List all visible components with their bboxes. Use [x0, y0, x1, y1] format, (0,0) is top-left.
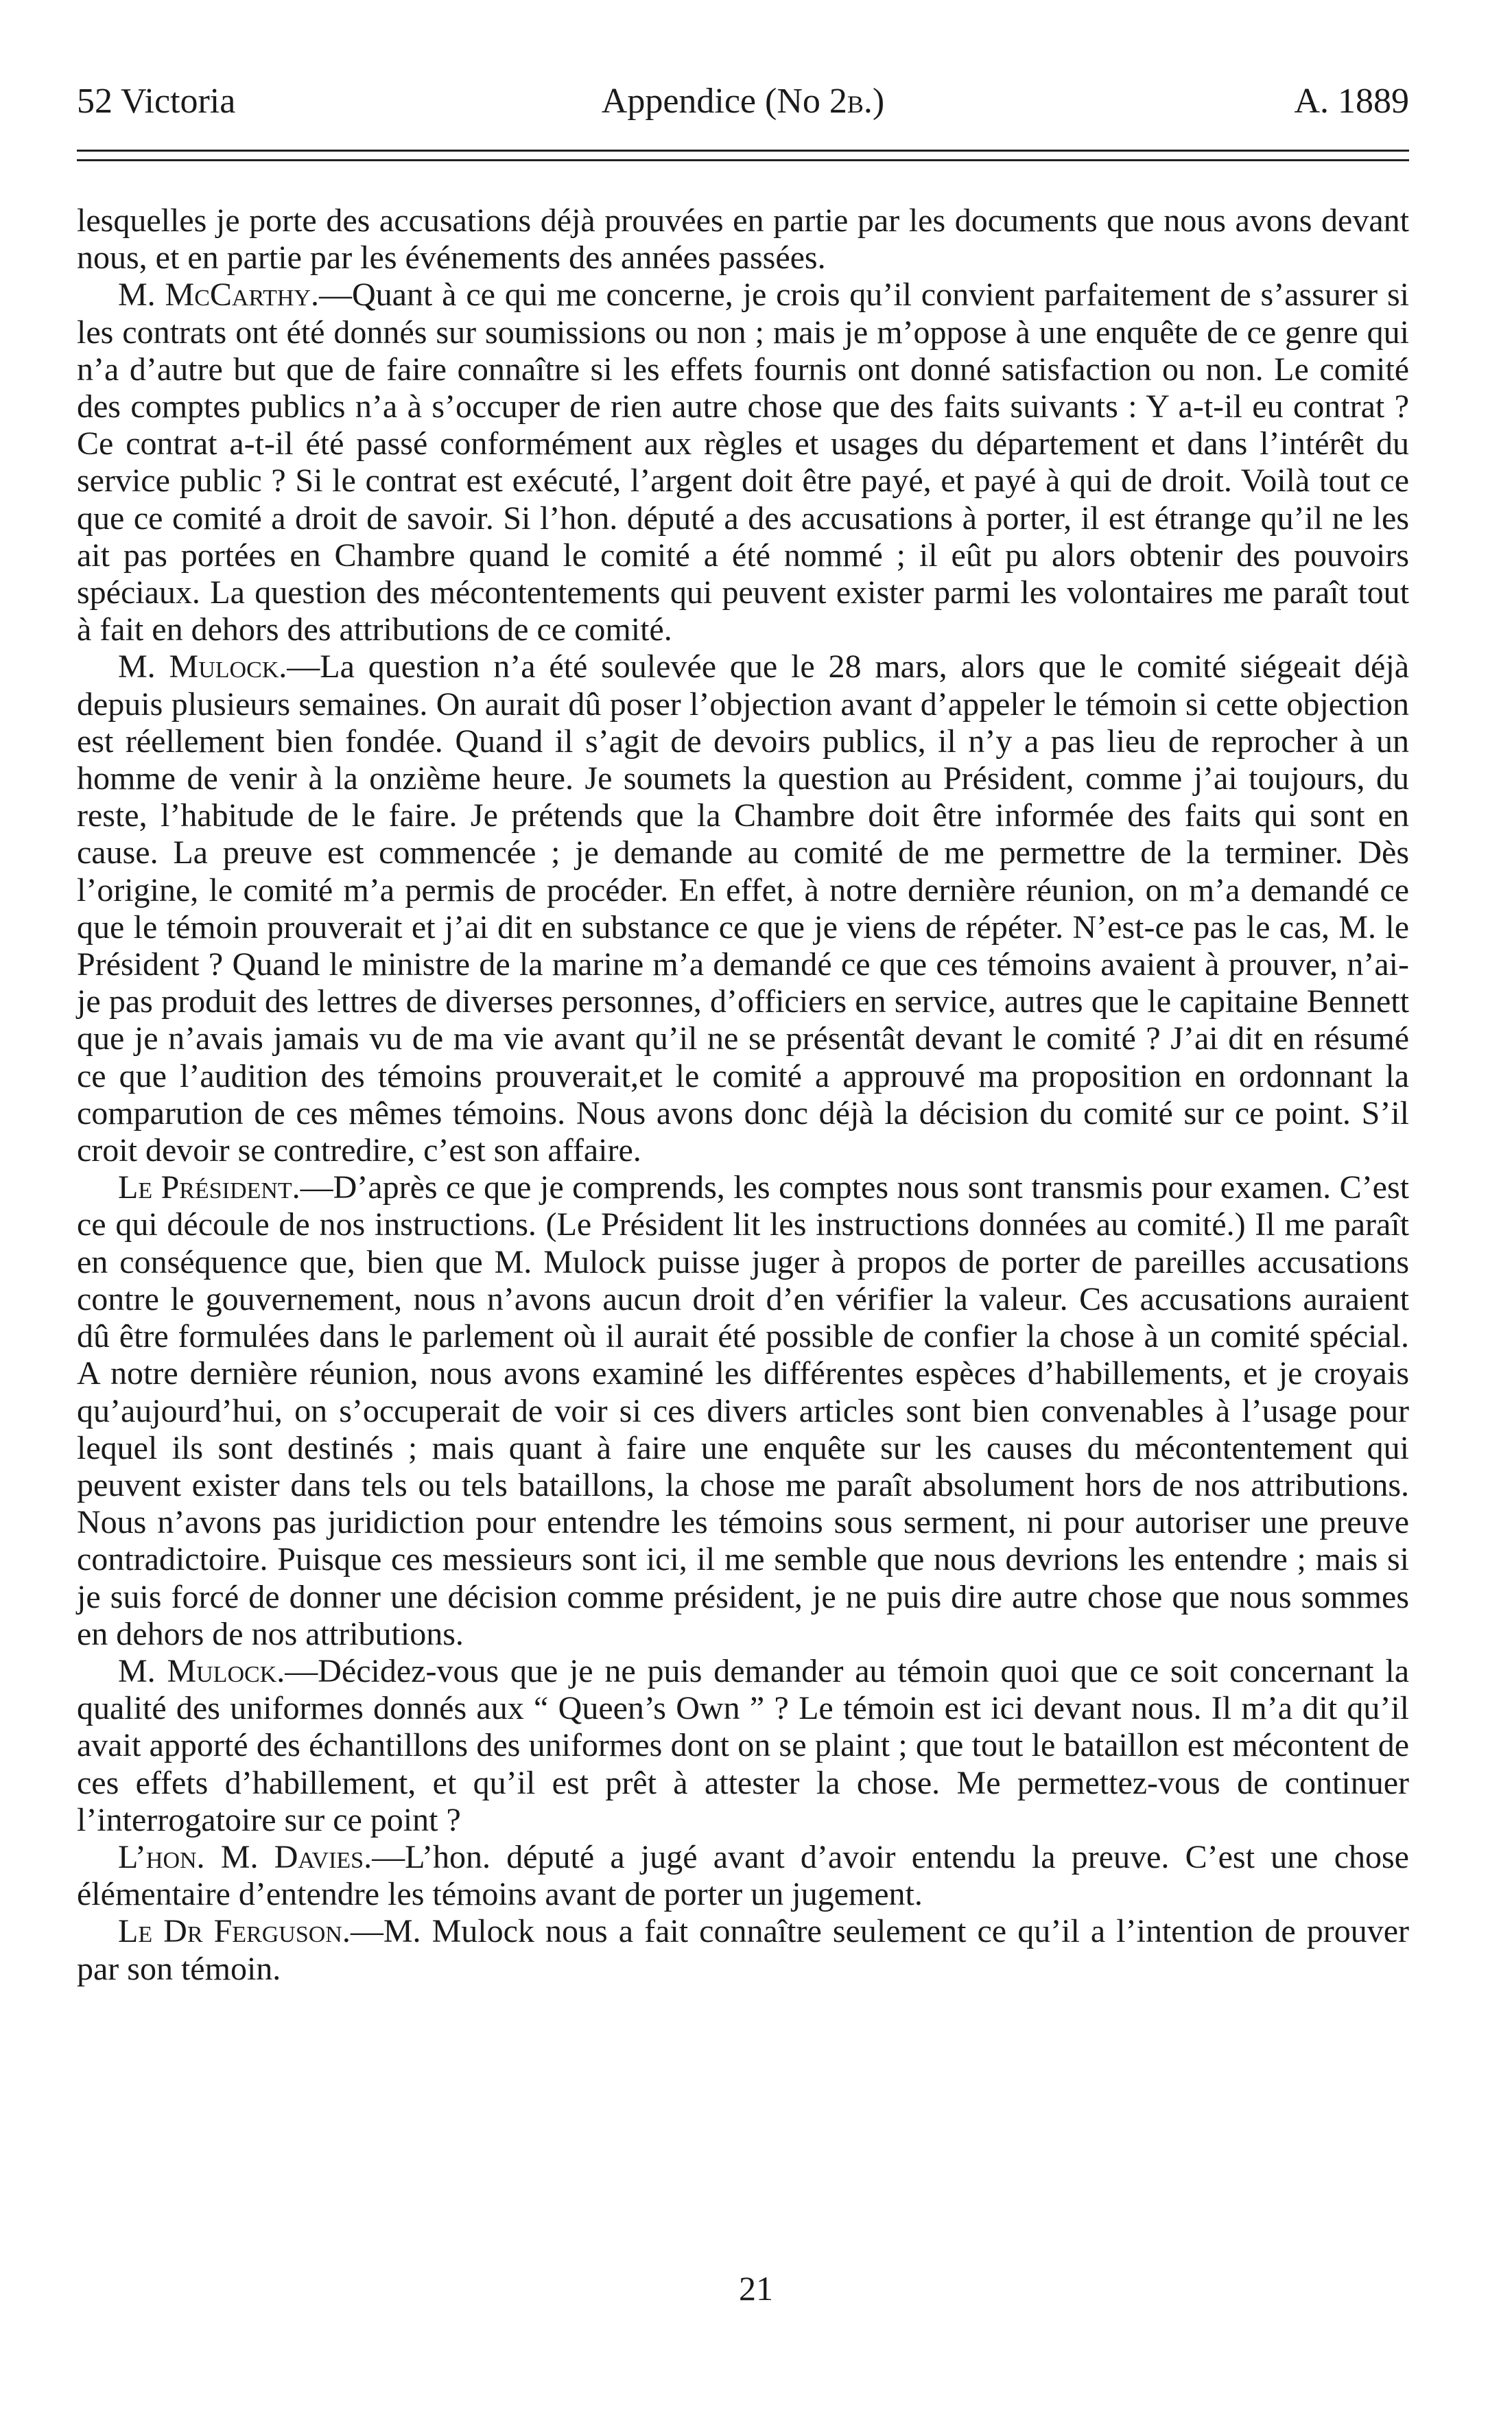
header-appendix-prefix: Appendice (No 2	[601, 82, 847, 121]
header-session: 52 Victoria	[77, 82, 236, 121]
paragraph-president	[77, 1169, 1409, 1653]
header-appendix	[77, 74, 1409, 129]
header-rule-top	[77, 150, 1409, 152]
header-rule-bottom	[77, 159, 1409, 161]
speaker-name: Le Dr Ferguson.	[118, 1913, 351, 1950]
paragraph-text: lesquelles je porte des accusations déjà prouvées en partie par les documents que nous avons devant nous, et en partie par les événements des années passées.	[77, 202, 1409, 277]
paragraph-mulock-2	[77, 1653, 1409, 1839]
paragraph-ferguson	[77, 1913, 1409, 1987]
header-appendix-letter: b	[847, 82, 864, 121]
paragraph-davies	[77, 1839, 1409, 1913]
speaker-name: M. Mulock.	[118, 1652, 285, 1689]
paragraph-text: —Quant à ce qui me concerne, je crois qu’il convient parfaitement de s’assurer si les contrats ont été donnés sur soumissions ou non ; mais je m’oppose à une enquête de ce genre qui n’a d’autre but que de faire connaître si les effets fournis ont donné satisfaction ou non. Le comité des comptes publics n’a à s’occuper de rien autre chose que des faits suivants : Y a-t-il eu contrat ? Ce contrat a-t-il été passé conformément aux règles et usages du département et dans l’intérêt du service public ? Si le contrat est exécuté, l’argent doit être payé, et payé à qui de droit. Voilà tout ce que ce comité a droit de savoir. Si l’hon. député a des accusations à porter, il est étrange qu’il ne les ait pas portées en Chambre quand le comité a été nommé ; il eût pu alors obtenir des pouvoirs spéciaux. La question des mécontentements qui peuvent exister parmi les volontaires me paraît tout à fait en dehors des attributions de ce comité.	[77, 277, 1410, 648]
speaker-name: L’hon. M. Davies.	[118, 1838, 373, 1875]
header-year: A. 1889	[1294, 82, 1409, 121]
paragraph-text: —Décidez-vous que je ne puis demander au témoin quoi que ce soit concernant la qualité des uniformes donnés aux “ Queen’s Own ” ? Le témoin est ici devant nous. Il m’a dit qu’il avait apporté des échantillons des uniformes dont on se plaint ; que tout le bataillon est mécontent de ces effets d’habillement, et qu’il est prêt à attester la chose. Me permettez-vous de continuer l’interrogatoire sur ce point ?	[77, 1652, 1410, 1838]
page-number: 21	[739, 2269, 773, 2308]
paragraph-text: —La question n’a été soulevée que le 28 mars, alors que le comité siégeait déjà depuis plusieurs semaines. On aurait dû poser l’objection avant d’appeler le témoin si cette objection est réellement bien fondée. Quand il s’agit de devoirs publics, il n’y a pas lieu de reprocher à un homme de venir à la onzième heure. Je soumets la question au Président, comme j’ai toujours, du reste, l’habitude de le faire. Je prétends que la Chambre doit être informée des faits qui sont en cause. La preuve est commencée ; je demande au comité de me permettre de la terminer. Dès l’origine, le comité m’a permis de procéder. En effet, à notre dernière réunion, on m’a demandé ce que le témoin prouverait et j’ai dit en substance ce que je viens de répéter. N’est-ce pas le cas, M. le Président ? Quand le ministre de la marine m’a demandé ce que ces témoins avaient à prouver, n’ai-je pas produit des lettres de diverses personnes, d’officiers en service, autres que le capitaine Bennett que je n’avais jamais vu de ma vie avant qu’il ne se présentât devant le comité ? J’ai dit en résumé ce que l’audition des témoins prouverait,et le comité a approuvé ma proposition en ordonnant la comparution de ces mêmes témoins. Nous avons donc déjà la décision du comité sur ce point. S’il croit devoir se contredire, c’est son affaire.	[77, 648, 1409, 1169]
paragraph-continuation	[77, 202, 1409, 277]
paragraph-text: —M. Mulock nous a fait connaître seulement ce qu’il a l’intention de prouver par son témoin.	[77, 1913, 1410, 1987]
running-header	[77, 74, 1409, 129]
paragraph-text: —L’hon. député a jugé avant d’avoir entendu la preuve. C’est une chose élémentaire d’entendre les témoins avant de porter un jugement.	[77, 1838, 1409, 1913]
speaker-name: Le Président.	[118, 1169, 300, 1206]
speaker-name: M. McCarthy.	[118, 277, 319, 314]
paragraph-text: —D’après ce que je comprends, les comptes nous sont transmis pour examen. C’est ce qui découle de nos instructions. (Le Président lit les instructions données au comité.) Il me paraît en conséquence que, bien que M. Mulock puisse juger à propos de porter de pareilles accusations contre le gouvernement, nous n’avons aucun droit d’en vérifier la valeur. Ces accusations auraient dû être formulées dans le parlement où il aurait été possible de confier la chose à un comité spécial. A notre dernière réunion, nous avons examiné les différentes espèces d’habillements, et je croyais qu’aujourd’hui, on s’occuperait de voir si ces divers articles sont bien convenables à l’usage pour lequel ils sont destinés ; mais quant à faire une enquête sur les causes du mécontentement qui peuvent exister dans tels ou tels bataillons, la chose me paraît absolument hors de nos attributions. Nous n’avons pas juridiction pour entendre les témoins sous serment, ni pour autoriser une preuve contradictoire. Puisque ces messieurs sont ici, il me semble que nous devrions les entendre ; mais si je suis forcé de donner une décision comme président, je ne puis dire autre chose que nous sommes en dehors de nos attributions.	[77, 1169, 1409, 1652]
paragraph-mulock-1	[77, 648, 1409, 1169]
body-text	[77, 202, 1409, 1988]
paragraph-mccarthy	[77, 277, 1409, 648]
header-appendix-suffix: .)	[863, 82, 885, 121]
speaker-name: M. Mulock.	[118, 648, 287, 685]
